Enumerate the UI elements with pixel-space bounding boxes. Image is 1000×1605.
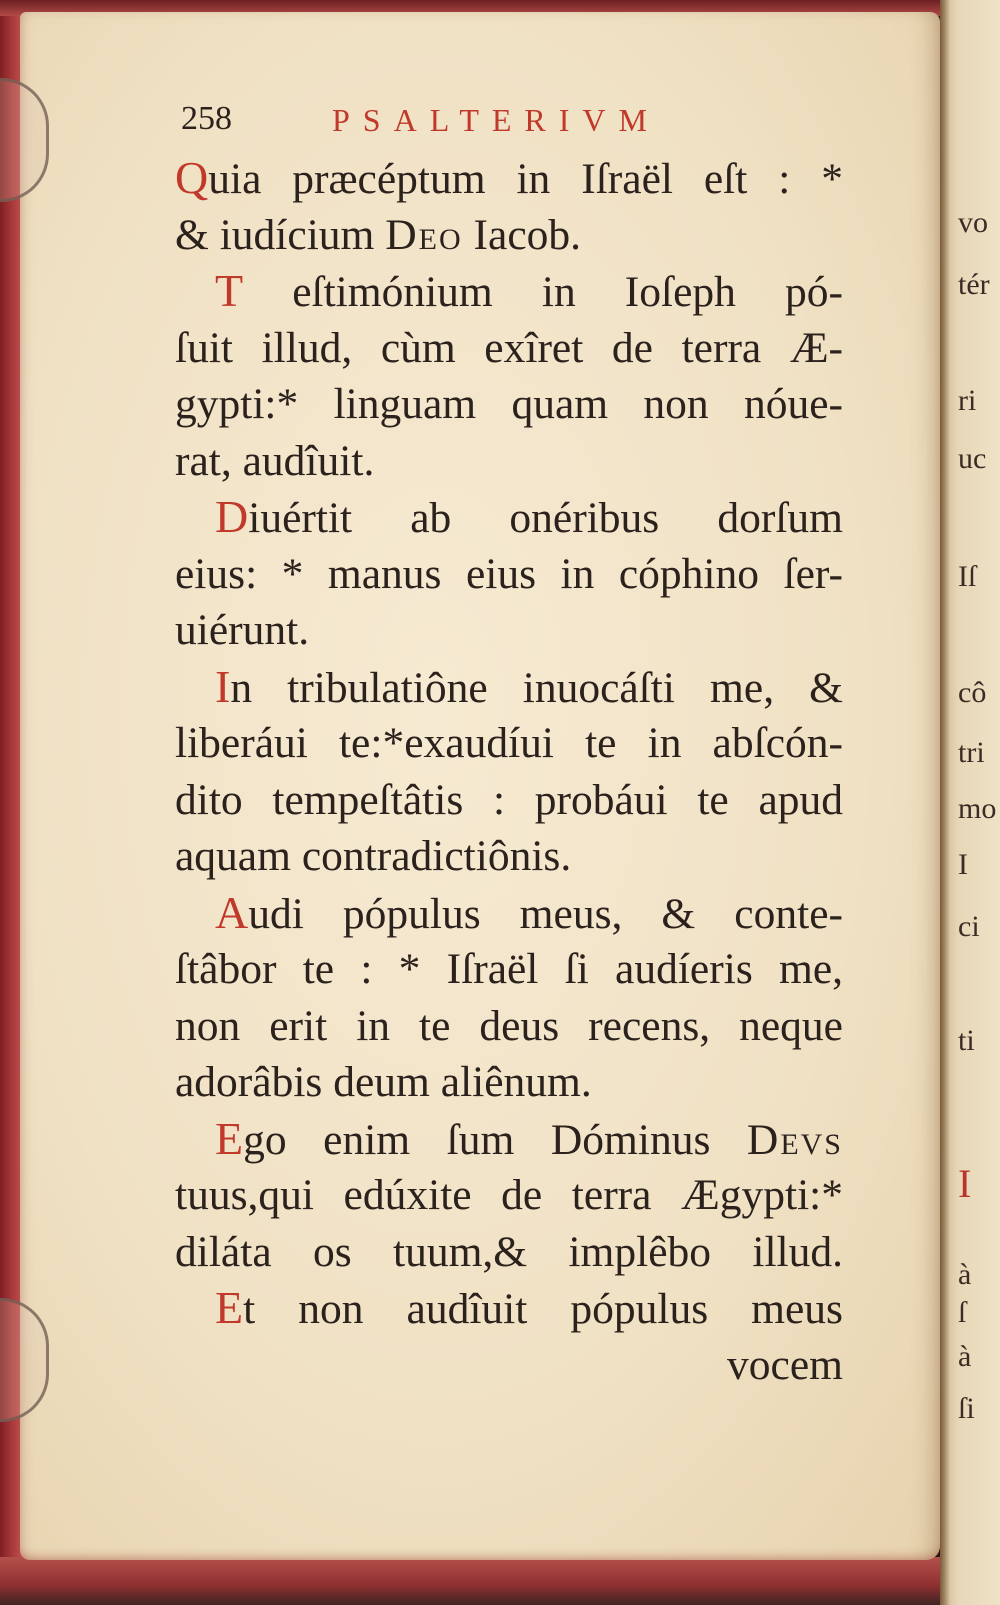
rubric-initial: E [215, 1112, 244, 1164]
text-line [175, 546, 843, 603]
facing-fragment: I [958, 848, 968, 881]
text-line [175, 885, 843, 942]
text-line [175, 828, 843, 885]
text-line [175, 150, 843, 207]
text-line [175, 1280, 843, 1337]
text-line [175, 1224, 843, 1281]
text-line [175, 715, 843, 772]
text-line [175, 320, 843, 377]
facing-page [940, 0, 1000, 1605]
line-text: ſtâbor te : * Iſraël ſi audíeris me, [175, 945, 843, 993]
line-text: udi pópulus meus, & conte- [248, 889, 843, 938]
text-line [175, 602, 843, 659]
page-text [175, 100, 843, 1393]
text-line [175, 433, 843, 490]
facing-fragment: ri [958, 384, 977, 417]
facing-fragment: à [958, 1258, 972, 1291]
line-text: uiérunt. [175, 606, 310, 654]
binding-bottom-edge [0, 1557, 965, 1605]
rubric-initial: A [215, 886, 249, 938]
text-line [175, 207, 843, 264]
line-text: ſuit illud, cùm exîret de terra Æ- [175, 323, 843, 372]
running-title: PSALTERIVM [332, 102, 660, 138]
line-text: iuértit ab onéribus dorſum [248, 494, 843, 542]
facing-fragment: Iſ [958, 560, 977, 593]
facing-fragment: ſ [958, 1296, 967, 1329]
facing-fragment: tri [958, 736, 985, 769]
text-line [175, 941, 843, 998]
line-text: n tribulatiône inuocáſti me, & [230, 663, 843, 712]
line-text: non erit in te deus recens, neque [175, 1001, 843, 1050]
facing-fragment: à [958, 1340, 972, 1373]
facing-fragment: ſi [958, 1392, 975, 1425]
facing-red-initial: I [958, 1161, 972, 1206]
catchword-text: vocem [727, 1340, 843, 1389]
rubric-initial: I [215, 660, 231, 712]
rubric-initial: T [215, 265, 244, 316]
text-line [175, 263, 843, 320]
line-text: t non audîuit pópulus meus [243, 1285, 843, 1333]
running-header [175, 100, 843, 150]
facing-fragment: mo [958, 792, 997, 825]
text-line [175, 772, 843, 829]
line-text: rat, audîuit. [175, 436, 375, 485]
line-text: liberáui te:*exaudíui te in abſcón- [175, 719, 843, 767]
line-text: uia præcéptum in Iſraël eſt : * [208, 155, 843, 203]
facing-fragment: cô [958, 676, 987, 709]
line-text: adorâbis deum aliênum. [175, 1058, 592, 1106]
line-text: gypti:* linguam quam non nóue- [175, 380, 843, 428]
catchword [175, 1337, 843, 1394]
rubric-initial: Q [175, 152, 209, 203]
text-line [175, 1054, 843, 1111]
facing-fragment: ci [958, 910, 980, 943]
rubric-initial: D [215, 491, 249, 542]
line-text: tuus,qui edúxite de terra Ægypti:* [175, 1171, 843, 1219]
page-number: 258 [181, 100, 232, 137]
line-text: eius: * manus eius in cóphino ſer- [175, 549, 843, 598]
line-text: go enim ſum Dóminus Devs [243, 1115, 843, 1164]
text-line [175, 1167, 843, 1224]
text-line [175, 1111, 843, 1168]
line-text: & iudícium Deo Iacob. [175, 210, 582, 259]
line-text: diláta os tuum,& implêbo illud. [175, 1227, 843, 1276]
line-text: dito tempeſtâtis : probáui te apud [175, 775, 843, 824]
rubric-initial: E [215, 1282, 244, 1333]
facing-fragment: vo [958, 206, 988, 239]
facing-fragment: ti [958, 1024, 975, 1057]
text-line [175, 998, 843, 1055]
text-line [175, 376, 843, 433]
line-text: aquam contradictiônis. [175, 832, 572, 880]
facing-fragment: tér [958, 268, 990, 301]
text-line [175, 659, 843, 716]
line-text: eſtimónium in Ioſeph pó- [243, 268, 843, 316]
text-line [175, 489, 843, 546]
facing-fragment: uc [958, 442, 987, 475]
